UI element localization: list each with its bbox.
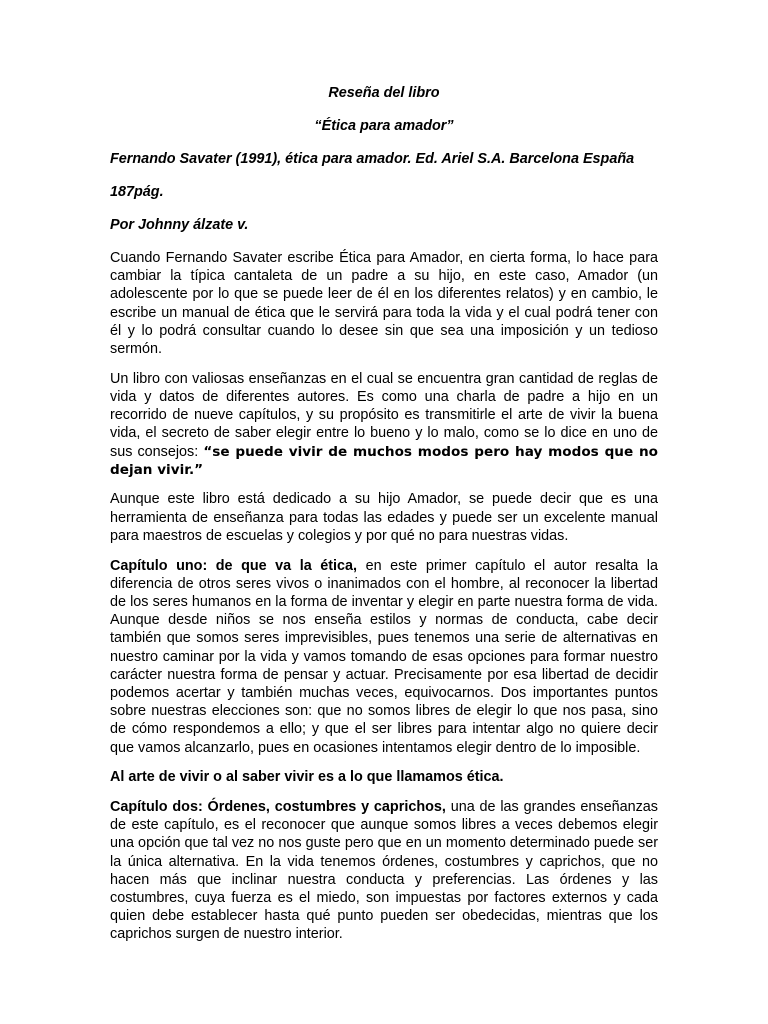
summary-quote: “se puede vivir de muchos modos pero hay modos que no dejan vivir.” — [110, 443, 658, 478]
chapter-one-text: en este primer capítulo el autor resalta la diferencia de otros seres vivos o inanimados con el hombre, al reconocer la libertad de los seres humanos en la forma de inventar y elegir en parte nuestra forma de vida. Aunque desde niños se nos enseña estilos y normas de conducta, cabe decir también que somos seres imprevisibles, pues tenemos una serie de alternativas en nuestro caminar por la vida y vamos tomando de esas opciones para formar nuestro carácter nuestra forma de pensar y actuar. Precisamente por esa libertad de decidir podemos acertar y también muchas veces, equivocarnos. Dos importantes puntos sobre nuestras elecciones son: que no somos libres de elegir lo que nos pasa, sino de cómo respondemos a ello; y que el ser libres para intentar algo no quiere decir que vamos alcanzarlo, pues en ocasiones intentamos elegir dentro de lo imposible. — [110, 557, 658, 756]
review-title: Reseña del libro — [328, 85, 440, 101]
chapter-one-heading: Capítulo uno: de que va la ética, — [110, 557, 358, 574]
paragraph-summary — [110, 370, 658, 479]
author-line: Por Johnny álzate v. — [110, 217, 249, 233]
citation: Fernando Savater (1991), ética para amador. Ed. Ariel S.A. Barcelona España — [110, 151, 635, 167]
paragraph-intro: Cuando Fernando Savater escribe Ética para Amador, en cierta forma, lo hace para cambiar la típica cantaleta de un padre a su hijo, en este caso, Amador (un adolescente por lo que se puede leer de él en los diferentes relatos) y en cambio, le escribe un manual de ética que le servirá para toda la vida y el cual podrá tener con él y lo podrá consultar cuando lo desee sin que sea una imposición y un tedioso sermón. — [110, 250, 658, 358]
page-count: 187pág. — [110, 184, 164, 200]
paragraph-chapter-one — [110, 557, 658, 757]
document-page — [110, 84, 658, 955]
summary-text: Un libro con valiosas enseñanzas en el cual se encuentra gran cantidad de reglas de vida y datos de diferentes autores. Es como una charla de padre a hijo en un recorrido de nueve capítulos, y su propósito es transmitirle el arte de vivir la buena vida, el secreto de saber elegir entre lo bueno y lo malo, como se lo dice en uno de sus consejos: — [110, 370, 658, 460]
paragraph-dedication: Aunque este libro está dedicado a su hijo Amador, se puede decir que es una herramienta de enseñanza para todas las edades y puede ser un excelente manual para maestros de escuelas y colegios y por qué no para nuestras vidas. — [110, 491, 658, 544]
book-title: “Ética para amador” — [314, 118, 454, 134]
ethics-statement: Al arte de vivir o al saber vivir es a lo que llamamos ética. — [110, 769, 504, 786]
chapter-two-heading: Capítulo dos: Órdenes, costumbres y caprichos, — [110, 798, 446, 815]
paragraph-chapter-two — [110, 798, 658, 944]
chapter-two-text: una de las grandes enseñanzas de este capítulo, es el reconocer que aunque somos libres a veces debemos elegir una opción que tal vez no nos guste pero que en un momento determinado puede ser la única alternativa. En la vida tenemos órdenes, costumbres y caprichos, que no hacen más que inclinar nuestra conducta y preferencias. Las órdenes y las costumbres, cuya fuerza es el miedo, son impuestas por factores externos y cada quien debe establecer hasta qué punto pueden ser obedecidas, mientras que los caprichos surgen de nuestro interior. — [110, 798, 658, 943]
